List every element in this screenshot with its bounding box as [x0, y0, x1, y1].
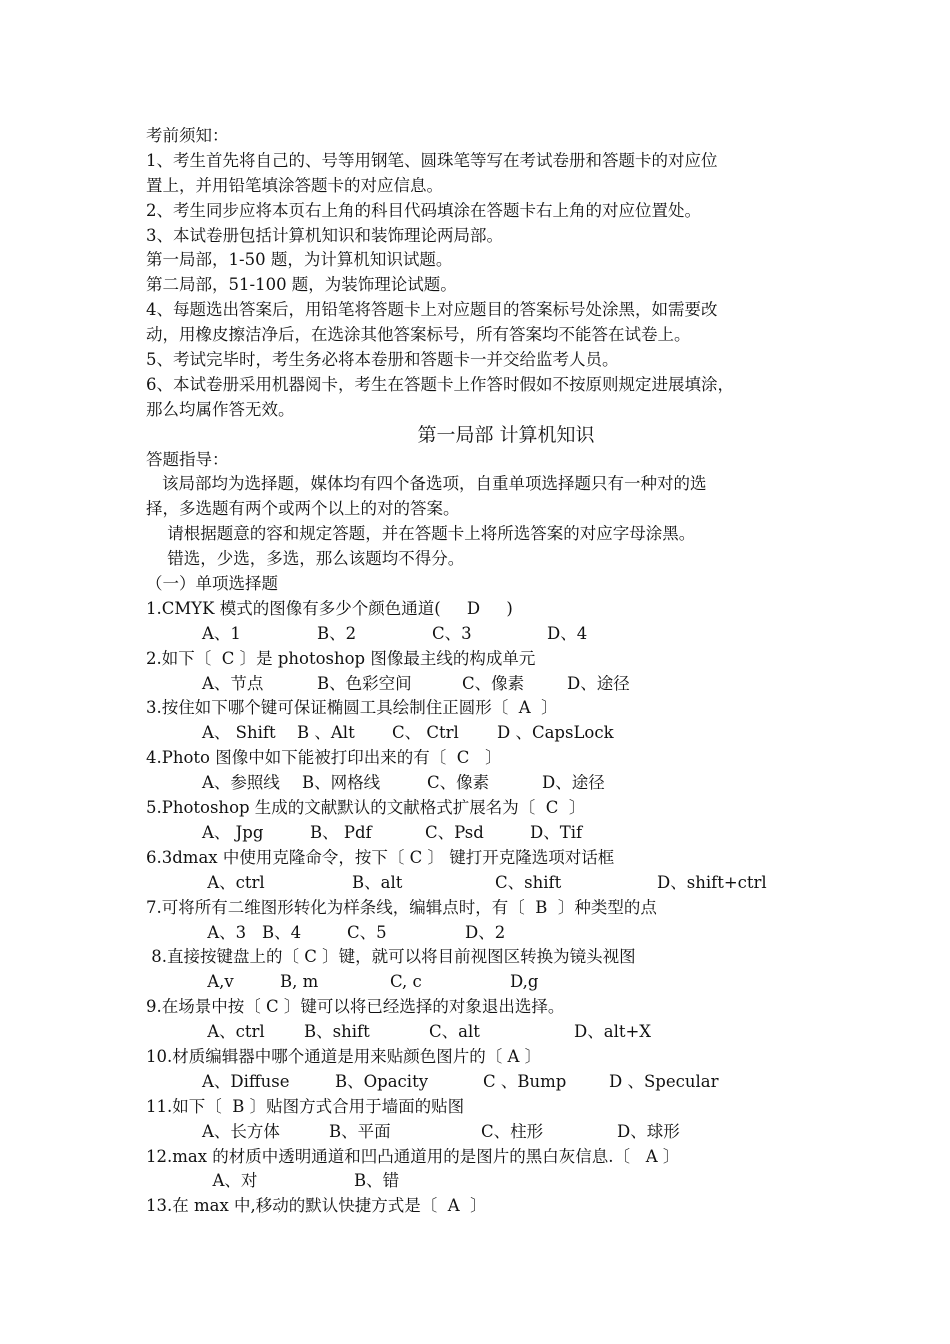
guide-line: 该局部均为选择题，媒体均有四个备选项，自重单项选择题只有一种对的选 [162, 474, 707, 494]
option-item: C、3 [432, 623, 472, 643]
option-item: A、对 [202, 1171, 258, 1191]
option-item: D、4 [547, 623, 588, 643]
option-item: A、长方体 [202, 1121, 280, 1141]
option-item: C、柱形 [481, 1121, 544, 1141]
option-item: C、像素 [462, 673, 525, 693]
option-item: D 、Specular [609, 1071, 719, 1091]
option-item: A、节点 [202, 673, 264, 693]
notice-line: 4、每题选出答案后，用铅笔将答题卡上对应题目的答案标号处涂黑，如需要改 [146, 300, 718, 320]
question-text: 7.可将所有二维图形转化为样条线，编辑点时，有〔 B 〕种类型的点 [146, 897, 657, 917]
option-row [146, 1070, 826, 1095]
question-text: 11.如下〔 B 〕贴图方式合用于墙面的贴图 [146, 1096, 465, 1116]
option-item: B, m [280, 972, 319, 992]
exam-page [146, 124, 826, 1219]
notice-line: 动，用橡皮擦洁净后，在选涂其他答案标号，所有答案均不能答在试卷上。 [146, 325, 691, 345]
option-item: D、shift+ctrl [657, 872, 767, 892]
option-item: B、平面 [329, 1121, 391, 1141]
section-title: 第一局部 计算机知识 [417, 423, 595, 446]
option-row [146, 970, 826, 995]
guide-heading: 答题指导： [146, 449, 229, 469]
question-text: 8.直接按键盘上的〔 C 〕键，就可以将目前视图区转换为镜头视图 [146, 947, 636, 967]
option-item: D、2 [465, 922, 506, 942]
option-item: B 、Alt [297, 723, 355, 743]
option-item: D、alt+X [574, 1022, 652, 1042]
notice-line: 第二局部，51-100 题，为装饰理论试题。 [146, 275, 457, 295]
notice-line: 6、本试卷册采用机器阅卡，考生在答题卡上作答时假如不按原则规定进展填涂， [146, 374, 734, 394]
question-text: 13.在 max 中,移动的默认快捷方式是〔 A 〕 [146, 1196, 487, 1216]
option-row [146, 622, 826, 647]
option-item: B、2 [317, 623, 357, 643]
guide-line: 请根据题意的容和规定答题，并在答题卡上将所选答案的对应字母涂黑。 [162, 524, 696, 544]
option-item: B、 Pdf [310, 822, 372, 842]
option-item: D、Tif [530, 822, 583, 842]
notice-line: 5、考试完毕时，考生务必将本卷册和答题卡一并交给监考人员。 [146, 350, 619, 370]
question-text: 4.Photo 图像中如下能被打印出来的有〔 C 〕 [146, 748, 502, 768]
option-item: C、像素 [427, 773, 490, 793]
subsection-title: （一）单项选择题 [146, 574, 278, 594]
notice-line: 1、考生首先将自己的、号等用钢笔、圆珠笔等写在考试卷册和答题卡的对应位 [146, 150, 718, 170]
notice-line: 置上，并用铅笔填涂答题卡的对应信息。 [146, 175, 443, 195]
option-item: C、Psd [425, 822, 484, 842]
option-row [146, 1020, 826, 1045]
option-item: A、3 [202, 922, 247, 942]
option-item: A、 Jpg [202, 822, 264, 842]
option-item: B、shift [304, 1022, 370, 1042]
option-item: B、Opacity [335, 1071, 429, 1091]
notice-line: 2、考生同步应将本页右上角的科目代码填涂在答题卡右上角的对应位置处。 [146, 200, 701, 220]
option-row [146, 921, 826, 946]
option-item: B、4 [262, 922, 302, 942]
question-list [146, 597, 826, 1219]
option-item: C, c [390, 972, 422, 992]
option-item: B、错 [354, 1171, 400, 1191]
option-row [146, 1169, 826, 1194]
option-item: D,g [510, 972, 539, 992]
option-item: A、Diffuse [202, 1071, 290, 1091]
notice-line: 第一局部，1-50 题，为计算机知识试题。 [146, 250, 453, 270]
option-row [146, 1120, 826, 1145]
option-item: D、途径 [542, 773, 605, 793]
option-item: A、ctrl [202, 872, 265, 892]
option-item: C 、Bump [483, 1071, 567, 1091]
option-row [146, 672, 826, 697]
option-row [146, 821, 826, 846]
question-text: 3.按住如下哪个键可保证椭圆工具绘制住正圆形〔 A 〕 [146, 698, 558, 718]
option-item: D 、CapsLock [497, 723, 614, 743]
option-item: C、shift [495, 872, 562, 892]
option-item: D、途径 [567, 673, 630, 693]
option-row [146, 771, 826, 796]
option-item: C、alt [429, 1022, 480, 1042]
notice-line: 那么均属作答无效。 [146, 399, 295, 419]
guide-line: 择，多选题有两个或两个以上的对的答案。 [146, 499, 460, 519]
notice-heading: 考前须知： [146, 126, 229, 145]
option-item: B、alt [352, 872, 403, 892]
option-item: C、5 [347, 922, 387, 942]
option-row [146, 871, 826, 896]
option-item: A、 Shift [202, 723, 276, 743]
question-text: 1.CMYK 模式的图像有多少个颜色通道( D ) [146, 598, 513, 618]
question-text: 6.3dmax 中使用克隆命令，按下〔 C 〕 键打开克隆选项对话框 [146, 847, 615, 867]
question-text: 5.Photoshop 生成的文献默认的文献格式扩展名为〔 C 〕 [146, 798, 586, 818]
option-item: A,v [202, 972, 234, 992]
question-text: 2.如下〔 C 〕是 photoshop 图像最主线的构成单元 [146, 648, 536, 668]
option-row [146, 721, 826, 746]
option-item: A、参照线 [202, 773, 280, 793]
question-text: 10.材质编辑器中哪个通道是用来贴颜色图片的〔 A 〕 [146, 1046, 542, 1066]
option-item: B、网格线 [302, 773, 381, 793]
guide-line: 错选，少选，多选，那么该题均不得分。 [162, 549, 465, 569]
option-item: A、ctrl [202, 1022, 265, 1042]
notice-line: 3、本试卷册包括计算机知识和装饰理论两局部。 [146, 225, 503, 245]
option-item: C、 Ctrl [392, 723, 459, 743]
question-text: 12.max 的材质中透明通道和凹凸通道用的是图片的黑白灰信息.〔 A 〕 [146, 1146, 680, 1166]
question-text: 9.在场景中按〔 C 〕键可以将已经选择的对象退出选择。 [146, 997, 565, 1017]
option-item: A、1 [202, 623, 241, 643]
option-item: B、色彩空间 [317, 673, 412, 693]
option-item: D、球形 [617, 1121, 680, 1141]
